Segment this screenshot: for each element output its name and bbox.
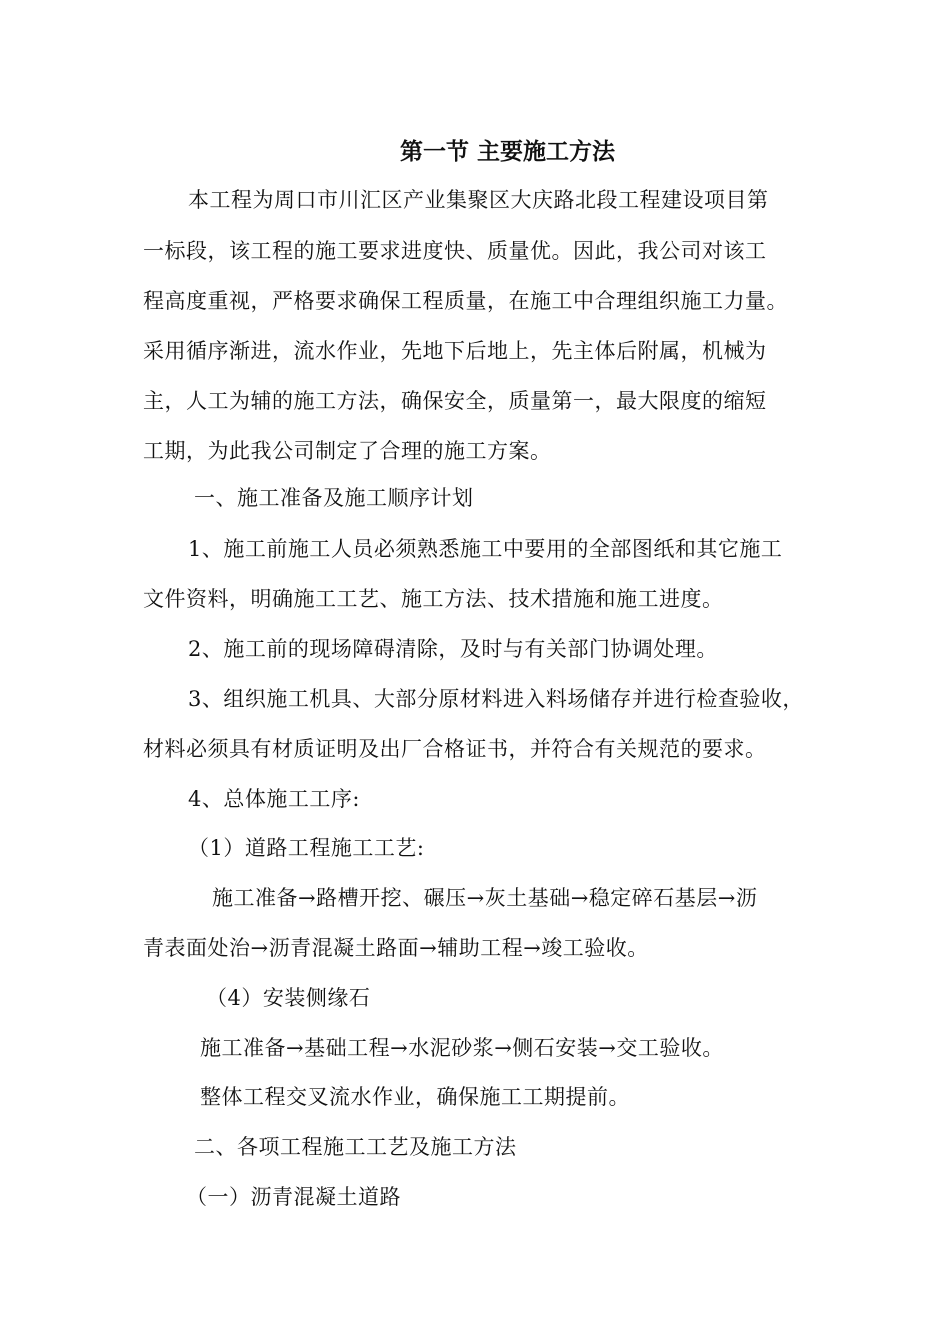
paragraph-line: 主，人工为辅的施工方法，确保安全，质量第一，最大限度的缩短 — [143, 389, 767, 413]
paragraph-line: 整体工程交叉流水作业，确保施工工期提前。 — [200, 1085, 630, 1109]
sub-heading-road: （1）道路工程施工工艺: — [188, 836, 425, 860]
list-item-1-cont: 文件资料，明确施工工艺、施工方法、技术措施和施工进度。 — [143, 587, 724, 611]
section-heading-1: 一、施工准备及施工顺序计划 — [194, 486, 474, 510]
paragraph-line: 工期，为此我公司制定了合理的施工方案。 — [143, 439, 552, 463]
section-title: 第一节 主要施工方法 — [399, 138, 615, 165]
sub-heading-asphalt: （一）沥青混凝土道路 — [186, 1185, 401, 1209]
list-item-3-cont: 材料必须具有材质证明及出厂合格证书，并符合有关规范的要求。 — [143, 737, 767, 761]
process-flow-road: 施工准备→路槽开挖、碾压→灰土基础→稳定碎石基层→沥 — [212, 886, 758, 910]
process-flow-road-cont: 青表面处治→沥青混凝土路面→辅助工程→竣工验收。 — [143, 936, 649, 960]
list-item-4: 4、总体施工工序: — [188, 787, 360, 811]
paragraph-line: 程高度重视，严格要求确保工程质量，在施工中合理组织施工力量。 — [143, 289, 788, 313]
paragraph-line: 一标段，该工程的施工要求进度快、质量优。因此，我公司对该工 — [143, 239, 767, 263]
section-heading-2: 二、各项工程施工工艺及施工方法 — [194, 1135, 517, 1159]
list-item-1: 1、施工前施工人员必须熟悉施工中要用的全部图纸和其它施工 — [188, 537, 783, 561]
paragraph-line: 采用循序渐进，流水作业，先地下后地上，先主体后附属，机械为 — [143, 339, 767, 363]
process-flow-curb: 施工准备→基础工程→水泥砂浆→侧石安装→交工验收。 — [200, 1036, 724, 1060]
list-item-3: 3、组织施工机具、大部分原材料进入料场储存并进行检查验收， — [188, 687, 804, 711]
paragraph-line: 本工程为周口市川汇区产业集聚区大庆路北段工程建设项目第 — [188, 188, 769, 212]
list-item-2: 2、施工前的现场障碍清除，及时与有关部门协调处理。 — [188, 637, 718, 661]
sub-heading-curb: （4）安装侧缘石 — [206, 986, 371, 1010]
